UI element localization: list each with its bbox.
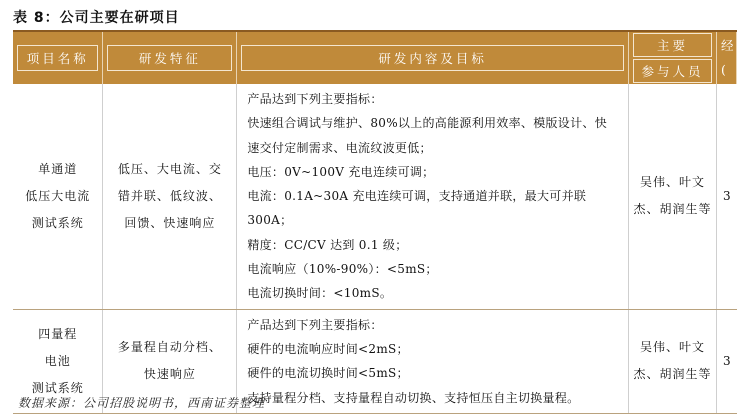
table-title: 表 8：公司主要在研项目 bbox=[13, 10, 180, 26]
cell-main-people: 吴伟、叶文 杰、胡润生等 bbox=[629, 84, 717, 309]
header-rd-content: 研发内容及目标 bbox=[237, 32, 629, 84]
projects-table bbox=[13, 32, 737, 414]
cell-rd-content: 产品达到下列主要指标： 快速组合调试与维护、80%以上的高能源利用效率、模版设计、快 速交付定制需求、电流纹波更低； 电压：0V~100V 充电连续可调； 电流：0.1A~30A 充电连续可调，支持通道并联，最大可并联 300A； 精度：CC/CV 达到 0.1 级； 电流响应（10%-90%）：<5mS； 电流切换时间：<10mS。 bbox=[237, 84, 629, 309]
cell-project-name: 单通道 低压大电流 测试系统 bbox=[13, 84, 103, 309]
cell-rd-feature: 多量程自动分档、 快速响应 bbox=[103, 309, 237, 413]
header-rd-feature: 研发特征 bbox=[103, 32, 237, 84]
header-main-people: 主要 参与人员 bbox=[629, 32, 717, 84]
cell-rd-content: 产品达到下列主要指标： 硬件的电流响应时间<2mS； 硬件的电流切换时间<5mS； 支持量程分档、支持量程自动切换、支持恒压自主切换量程。 bbox=[237, 309, 629, 413]
cell-project-name: 四量程 电池 测试系统 bbox=[13, 309, 103, 413]
cell-last-col: 3 bbox=[716, 84, 736, 309]
cell-rd-feature: 低压、大电流、交 错并联、低纹波、 回馈、快速响应 bbox=[103, 84, 237, 309]
header-last-col: 经 ( bbox=[716, 32, 736, 84]
header-project-name: 项目名称 bbox=[13, 32, 103, 84]
table-row bbox=[13, 84, 737, 309]
source-footnote: 数据来源：公司招股说明书，西南证券整理 bbox=[18, 396, 266, 410]
cell-last-col: 3 bbox=[716, 309, 736, 413]
cell-main-people: 吴伟、叶文 杰、胡润生等 bbox=[629, 309, 717, 413]
